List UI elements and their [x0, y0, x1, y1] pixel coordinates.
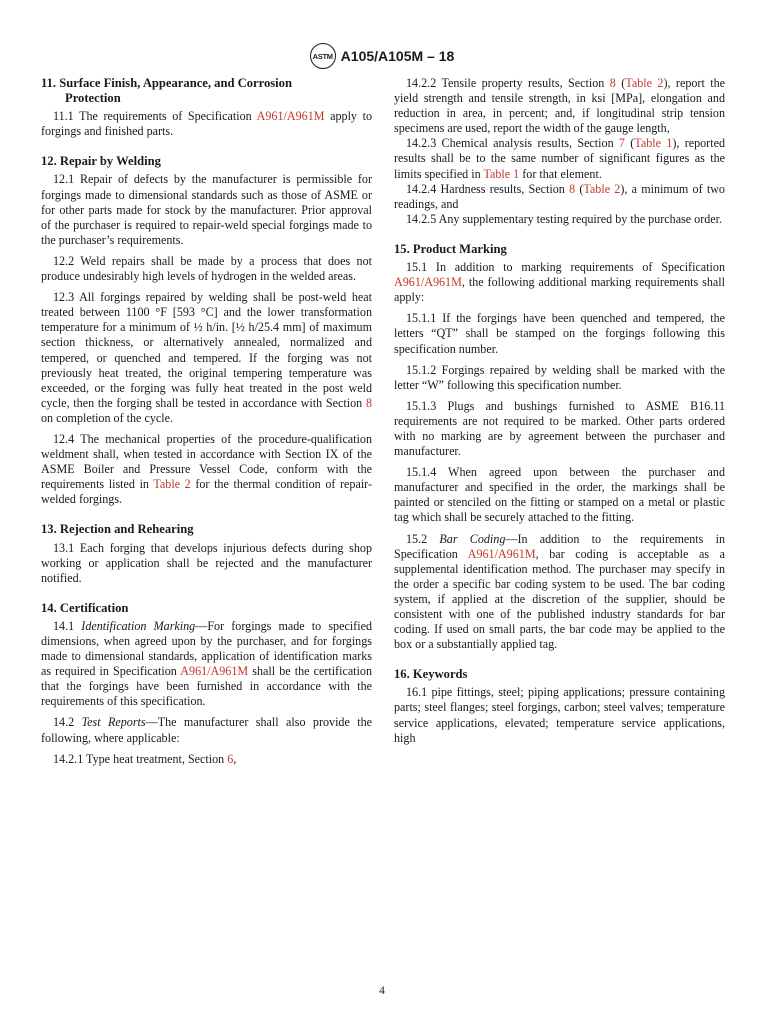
paragraph-14-2-4: 14.2.4 Hardness results, Section 8 (Table 2), a minimum of two readings, and	[394, 181, 725, 211]
page-number: 4	[379, 985, 385, 997]
section-12-heading: 12. Repair by Welding	[41, 154, 161, 169]
section-13-heading: 13. Rejection and Rehearing	[41, 522, 194, 537]
section-11-title-line2: Protection	[65, 91, 121, 106]
ref-section-8[interactable]: 8	[365, 395, 372, 410]
logo-text: ASTM	[312, 51, 333, 61]
ref-section-8[interactable]: 8	[569, 181, 576, 196]
paragraph-12-2: 12.2 Weld repairs shall be made by a process that does not produce undesirably high levels of hydrogen in the welded areas.	[41, 253, 372, 284]
paragraph-15-1-1: 15.1.1 If the forgings have been quenched and tempered, the letters “QT” shall be stamped on the forgings following this specification number.	[394, 311, 725, 356]
section-15-heading: 15. Product Marking	[394, 241, 507, 256]
paragraph-14-2-5: 14.2.5 Any supplementary testing required by the purchase order.	[406, 211, 723, 226]
ref-section-7[interactable]: 7	[618, 136, 625, 151]
section-16-heading: 16. Keywords	[394, 667, 468, 682]
ref-table-1[interactable]: Table 1	[483, 166, 520, 181]
section-11-title-line1: 11. Surface Finish, Appearance, and Corrosion	[41, 76, 292, 90]
paragraph-16-1: 16.1 pipe fittings, steel; piping applications; pressure containing parts; steel flanges; steel forgings, carbon; steel valves; temperature service applications, elevated; temperature service applications, high	[394, 685, 725, 745]
paragraph-11-1: 11.1 The requirements of Specification A961/A961M apply to forgings and finished parts.	[41, 109, 372, 139]
ref-section-8[interactable]: 8	[609, 76, 616, 90]
ref-a961[interactable]: A961/A961M	[467, 546, 536, 561]
ref-a961[interactable]: A961/A961M	[180, 664, 249, 679]
paragraph-12-4: 12.4 The mechanical properties of the procedure-qualification weldment shall, when tested in accordance with Section IX of the ASME Boiler and Pressure Vessel Code, conform with the requirements listed in Table 2 for the thermal condition of repair-welded forgings.	[41, 431, 372, 507]
page-header	[0, 44, 764, 68]
paragraph-15-1-3: 15.1.3 Plugs and bushings furnished to ASME B16.11 requirements are not required to be marked. Other parts ordered with no marking are by agreement between the purchaser and manufacturer.	[394, 398, 725, 459]
right-column	[394, 76, 725, 746]
paragraph-12-1: 12.1 Repair of defects by the manufacturer is permissible for forgings made to dimensional standards such as those of ASME or for other parts made for stock by the manufacturer. Prior approval of the purchaser is required to repair-weld special forgings made to the purchaser’s requirements.	[41, 172, 372, 247]
paragraph-14-2-2: 14.2.2 Tensile property results, Section 8 (Table 2), report the yield strength and tensile strength, in ksi [MPa], elongation and reduction in area, in percent; and, if longitudinal strip tension specimens are used, report the width of the gauge length,	[394, 76, 726, 136]
astm-logo-icon	[310, 43, 336, 69]
ref-table-2[interactable]: Table 2	[153, 477, 191, 492]
paragraph-14-2-3: 14.2.3 Chemical analysis results, Section 7 (Table 1), reported results shall be to the same number of significant figures as the limits specified in Table 1 for that element.	[394, 136, 725, 181]
ref-section-6[interactable]: 6	[227, 751, 234, 766]
ref-a961[interactable]: A961/A961M	[256, 109, 325, 124]
section-11-heading	[41, 76, 372, 106]
ref-table-2[interactable]: Table 2	[625, 76, 664, 90]
paragraph-15-1-4: 15.1.4 When agreed upon between the purchaser and manufacturer and specified in the order, the markings shall be painted or stenciled on the fitting or stamped on a metal or plastic tag which shall be securely attached to the fitting.	[394, 465, 725, 525]
paragraph-15-1: 15.1 In addition to marking requirements of Specification A961/A961M, the following additional marking requirements shall apply:	[394, 260, 725, 305]
ref-a961[interactable]: A961/A961M	[394, 275, 462, 290]
paragraph-15-1-2: 15.1.2 Forgings repaired by welding shall be marked with the letter “W” following this specification number.	[394, 362, 725, 392]
section-14-heading: 14. Certification	[41, 600, 129, 615]
paragraph-12-3: 12.3 All forgings repaired by welding shall be post-weld heat treated between 1100 °F [593 °C] and the lower transformation temperature for a minimum of ½ h/in. [½ h/25.4 mm] of maximum section thickness, or alternatively annealed, normalized and tempered, or quenched and tempered. If the forging was not previously heat treated, the original tempering temperature was exceeded, or the forging was fully heat treated in the post weld cycle, then the forging shall be tested in accordance with Section 8 on completion of the cycle.	[41, 290, 372, 425]
ref-table-2[interactable]: Table 2	[583, 181, 621, 196]
standard-designation: A105/A105M – 18	[340, 48, 455, 64]
paragraph-14-2: 14.2 Test Reports—The manufacturer shall also provide the following, where applicable:	[41, 715, 373, 745]
paragraph-14-2-1: 14.2.1 Type heat treatment, Section 6,	[53, 751, 237, 766]
left-column	[41, 76, 372, 767]
paragraph-15-2: 15.2 Bar Coding—In addition to the requirements in Specification A961/A961M, bar coding is acceptable as a supplemental identification method. The purchaser may specify in the order a specific bar coding system to be used. The bar coding system, if applied at the discretion of the supplier, should be consistent with one of the published industry standards for bar coding. If used on small parts, the bar code may be applied to the box or a substantially applied tag.	[394, 531, 725, 652]
paragraph-13-1: 13.1 Each forging that develops injurious defects during shop working or application shall be rejected and the manufacturer notified.	[41, 540, 372, 585]
ref-table-1[interactable]: Table 1	[634, 136, 673, 151]
paragraph-14-1: 14.1 Identification Marking—For forgings made to specified dimensions, when agreed upon by the purchaser, and for forgings made to dimensional standards, application of identification marks as required in Specification A961/A961M shall be the certification that the forgings have been furnished in accordance with the requirements of this specification.	[41, 618, 372, 709]
